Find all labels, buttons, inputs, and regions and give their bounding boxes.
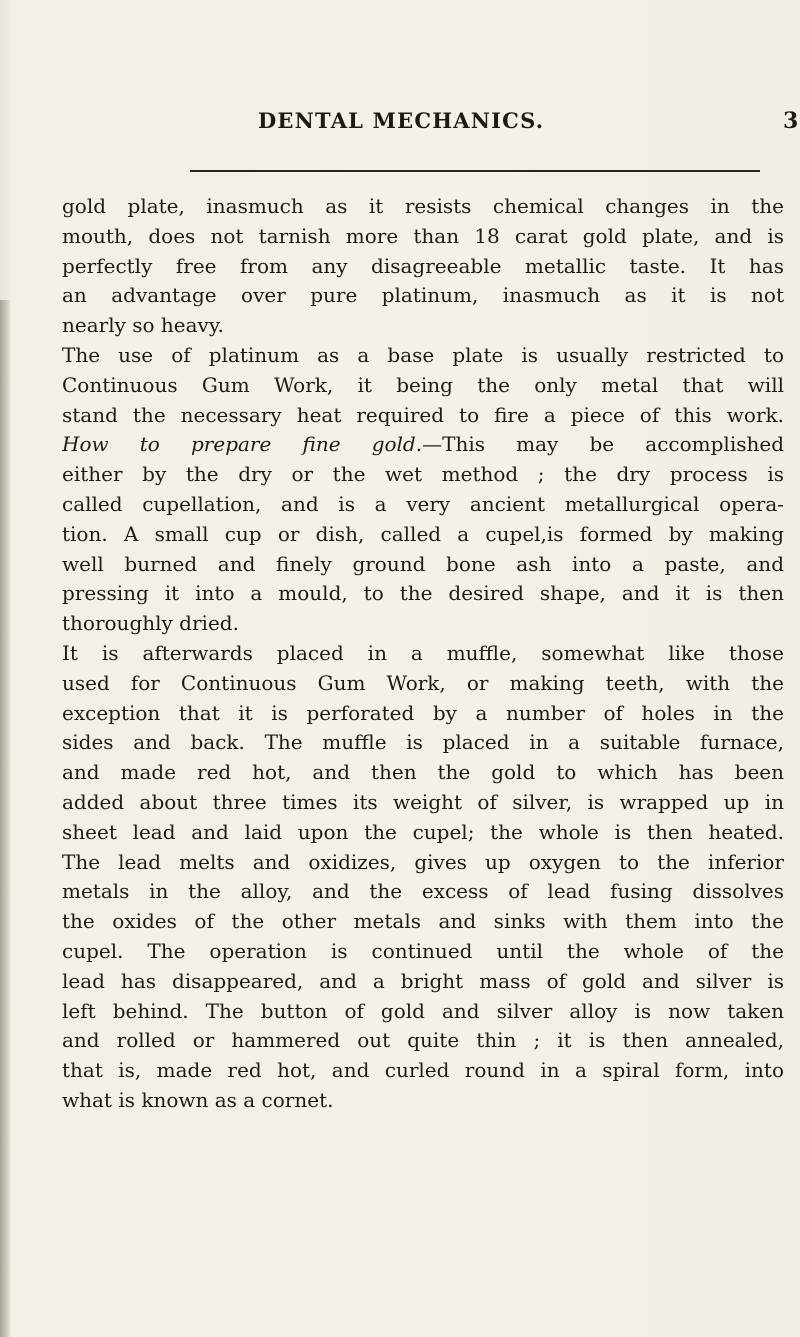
text-line: sheet lead and laid upon the cupel; the whole is then heated.: [62, 819, 784, 844]
text-line: cupel. The operation is continued until the whole of the: [62, 938, 784, 963]
page-number: 3: [783, 108, 799, 134]
text-line: perfectly free from any disagreeable metallic taste. It has: [62, 253, 784, 278]
text-line: added about three times its weight of silver, is wrapped up in: [62, 789, 784, 814]
text-line: and made red hot, and then the gold to which has been: [62, 760, 784, 785]
heading-continuation: —This may be accomplished: [422, 432, 784, 457]
text-line: tion. A small cup or dish, called a cupel,is formed by making: [62, 521, 784, 546]
text-line: what is known as a cornet.: [62, 1087, 334, 1112]
text-line: nearly so heavy.: [62, 313, 224, 338]
text-line: The use of platinum as a base plate is usually restricted to: [62, 342, 784, 367]
text-line: exception that it is perforated by a number of holes in the: [62, 700, 784, 725]
text-line-italic-heading: [62, 430, 784, 460]
text-line: left behind. The button of gold and silver alloy is now taken: [62, 998, 784, 1023]
text-line: thoroughly dried.: [62, 611, 239, 636]
text-line: used for Continuous Gum Work, or making teeth, with the: [62, 670, 784, 695]
section-heading: How to prepare fine gold.: [62, 432, 423, 457]
text-line: an advantage over pure platinum, inasmuch as it is not: [62, 283, 784, 308]
header-rule: [190, 170, 760, 172]
text-line: pressing it into a mould, to the desired shape, and it is then: [62, 581, 784, 606]
running-head: DENTAL MECHANICS.: [258, 108, 545, 133]
text-line: that is, made red hot, and curled round in a spiral form, into: [62, 1058, 784, 1083]
text-line: sides and back. The muffle is placed in a suitable furnace,: [62, 730, 784, 755]
text-line: stand the necessary heat required to fire a piece of this work.: [62, 402, 784, 427]
text-line: metals in the alloy, and the excess of lead fusing dissolves: [62, 879, 784, 904]
text-line: mouth, does not tarnish more than 18 carat gold plate, and is: [62, 223, 784, 248]
text-line: well burned and finely ground bone ash into a paste, and: [62, 551, 784, 576]
text-line: and rolled or hammered out quite thin ; it is then annealed,: [62, 1028, 784, 1053]
text-line: The lead melts and oxidizes, gives up oxygen to the inferior: [62, 849, 784, 874]
text-line: lead has disappeared, and a bright mass of gold and silver is: [62, 968, 784, 993]
text-line: the oxides of the other metals and sinks with them into the: [62, 909, 784, 934]
text-line: either by the dry or the wet method ; the dry process is: [62, 462, 784, 487]
binding-shadow: [0, 300, 10, 1337]
text-line: It is afterwards placed in a muffle, somewhat like those: [62, 640, 784, 665]
text-line: Continuous Gum Work, it being the only metal that will: [62, 372, 784, 397]
body-text: [62, 192, 784, 1116]
text-line: gold plate, inasmuch as it resists chemical changes in the: [62, 194, 784, 218]
text-line: called cupellation, and is a very ancient metallurgical opera-: [62, 491, 784, 516]
